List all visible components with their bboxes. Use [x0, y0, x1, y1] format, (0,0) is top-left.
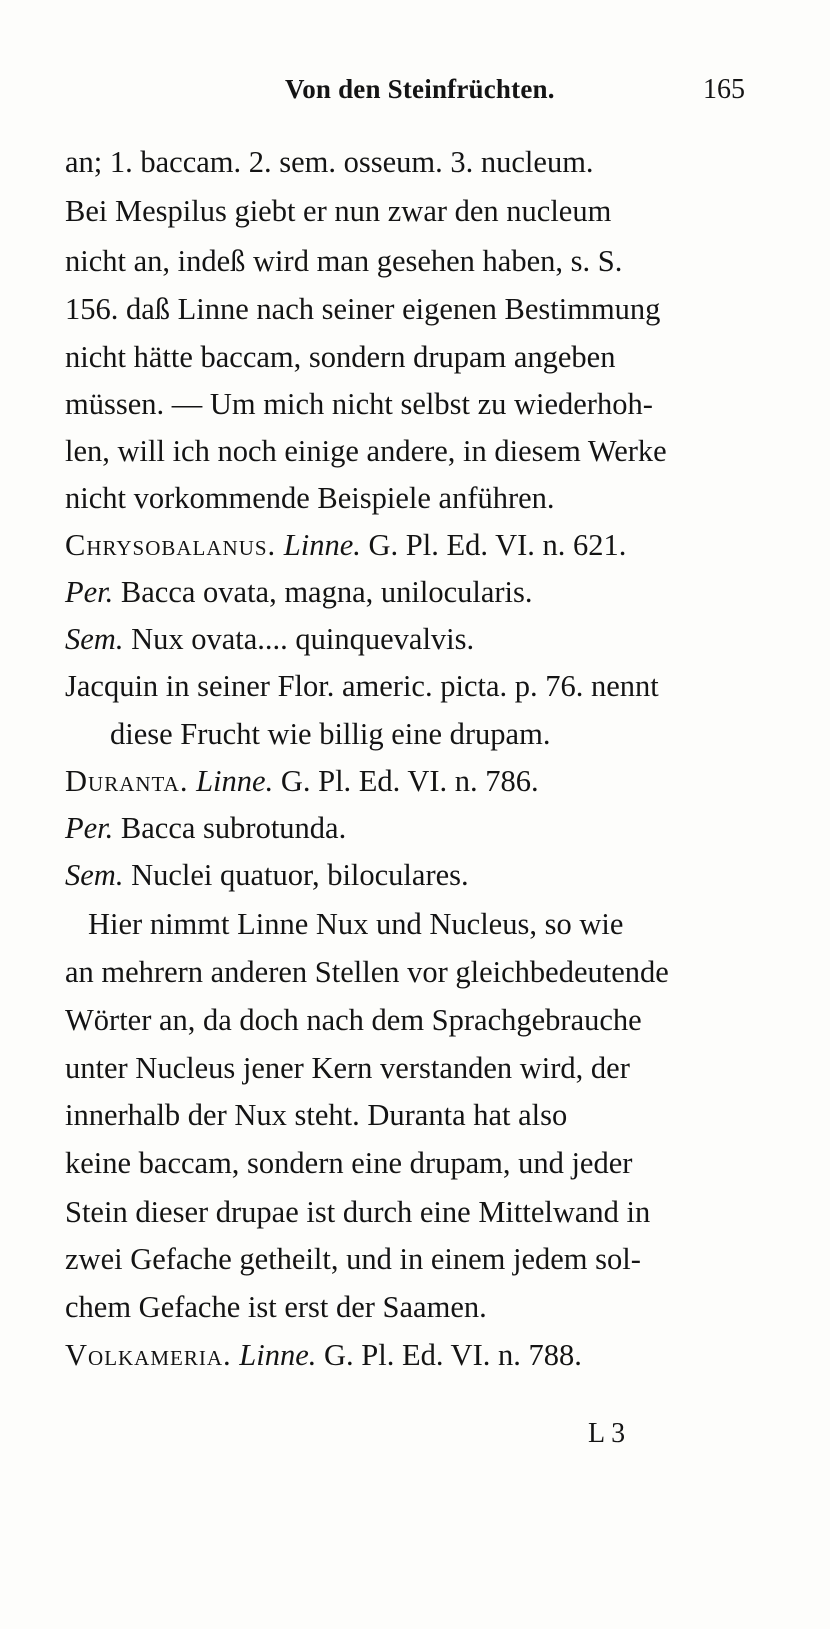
pericarp-line — [65, 810, 346, 846]
text-line-18: an mehrern anderen Stellen vor gleichbedeutende — [65, 955, 669, 989]
reference: G. Pl. Ed. VI. n. 621. — [368, 528, 627, 562]
term-label: Sem. — [65, 622, 124, 656]
author-name: Linne. — [196, 764, 274, 798]
author-name: Linne. — [283, 528, 361, 562]
author-name: Linne. — [239, 1338, 317, 1372]
term-description: Nux ovata.... quinquevalvis. — [131, 622, 475, 656]
text-line-12: Jacquin in seiner Flor. americ. picta. p. 76. nennt — [65, 669, 659, 703]
text-line-19: Wörter an, da doch nach dem Sprachgebrauche — [65, 1003, 642, 1037]
text-line-13: diese Frucht wie billig eine drupam. — [110, 717, 551, 751]
genus-entry-duranta — [65, 763, 539, 799]
text-line-23: Stein dieser drupae ist durch eine Mittelwand in — [65, 1195, 651, 1229]
text-line-5: nicht hätte baccam, sondern drupam angeben — [65, 340, 616, 374]
term-label: Per. — [65, 811, 114, 845]
running-title: Von den Steinfrüchten. — [285, 74, 555, 104]
seed-line — [65, 857, 469, 893]
term-description: Nuclei quatuor, biloculares. — [131, 858, 469, 892]
pericarp-line — [65, 574, 533, 610]
reference: G. Pl. Ed. VI. n. 788. — [324, 1338, 582, 1372]
term-label: Sem. — [65, 858, 124, 892]
page-number: 165 — [703, 74, 745, 105]
text-line-1: an; 1. baccam. 2. sem. osseum. 3. nucleum. — [65, 145, 594, 179]
genus-name: Chrysobalanus. — [65, 528, 277, 562]
text-line-8: nicht vorkommende Beispiele anführen. — [65, 481, 555, 515]
genus-name: Duranta. — [65, 764, 189, 798]
term-label: Per. — [65, 575, 114, 609]
genus-entry-volkameria — [65, 1337, 582, 1373]
text-line-25: chem Gefache ist erst der Saamen. — [65, 1290, 487, 1324]
term-description: Bacca subrotunda. — [120, 811, 347, 845]
text-line-20: unter Nucleus jener Kern verstanden wird, der — [65, 1051, 630, 1085]
text-line-24: zwei Gefache getheilt, und in einem jedem sol- — [65, 1242, 641, 1276]
reference: G. Pl. Ed. VI. n. 786. — [280, 764, 539, 798]
text-line-6: müssen. — Um mich nicht selbst zu wiederhoh- — [65, 387, 653, 421]
text-line-22: keine baccam, sondern eine drupam, und jeder — [65, 1146, 633, 1180]
text-line-17: Hier nimmt Linne Nux und Nucleus, so wie — [88, 907, 624, 941]
text-line-2: Bei Mespilus giebt er nun zwar den nucleum — [65, 194, 612, 228]
signature-mark: L 3 — [588, 1418, 626, 1449]
genus-name: Volkameria. — [65, 1338, 232, 1372]
genus-entry-chrysobalanus — [65, 527, 626, 563]
term-description: Bacca ovata, magna, unilocularis. — [120, 575, 533, 609]
text-line-3: nicht an, indeß wird man gesehen haben, s. S. — [65, 244, 623, 278]
seed-line — [65, 621, 474, 657]
text-line-7: len, will ich noch einige andere, in diesem Werke — [65, 434, 667, 468]
text-line-21: innerhalb der Nux steht. Duranta hat also — [65, 1098, 568, 1132]
text-line-4: 156. daß Linne nach seiner eigenen Bestimmung — [65, 292, 661, 326]
